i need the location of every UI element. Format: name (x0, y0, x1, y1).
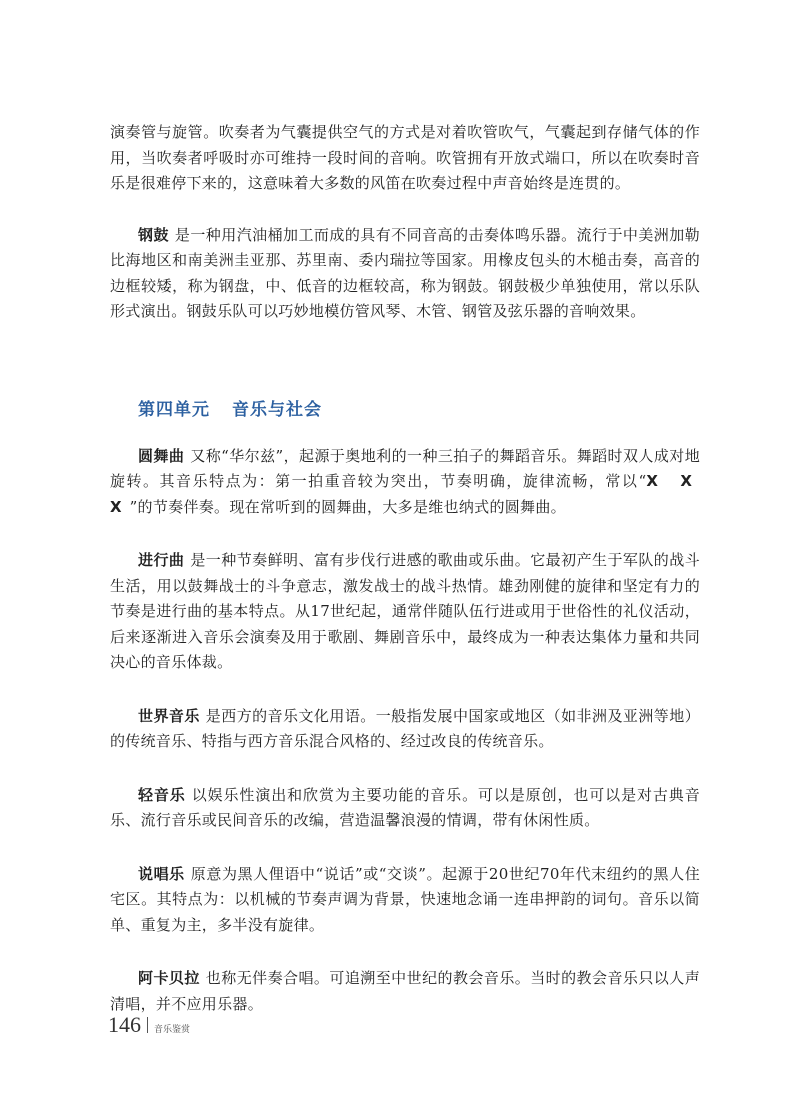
entry-term: 轻音乐 (138, 785, 186, 804)
page-footer (108, 1012, 190, 1038)
entry-term: 钢鼓 (138, 225, 169, 244)
entry-term: 进行曲 (138, 551, 185, 569)
entry-text: 原意为黑人俚语中“说话”或“交谈”。起源于20世纪70年代末纽约的黑人住宅区。其特点为：以机械的节奏声调为背景，快速地念诵一连串押韵的词句。音乐以简单、重复为主，多半没有旋律。 (110, 864, 700, 934)
entry-text: 是一种用汽油桶加工而成的具有不同音高的击奏体鸣乐器。流行于中美洲加勒比海地区和南美洲圭亚那、苏里南、委内瑞拉等国家。用橡皮包头的木槌击奏，高音的边框较矮，称为钢盘，中、低音的边框较高，称为钢鼓。钢鼓极少单独使用，常以乐队形式演出。钢鼓乐队可以巧妙地模仿管风琴、木管、钢管及弦乐器的音响效果。 (110, 225, 700, 320)
rhythm-pattern: X X X (110, 472, 700, 516)
entry-text: 是西方的音乐文化用语。一般指发展中国家或地区（如非洲及亚洲等地）的传统音乐、特指与西方音乐混合风格的、经过改良的传统音乐。 (110, 706, 700, 750)
page-number: 146 (108, 1012, 141, 1037)
entry-light-music (110, 783, 700, 834)
entry-steel-drum (110, 223, 700, 325)
entry-text: 是一种节奏鲜明、富有步伐行进感的歌曲或乐曲。它最初产生于军队的战斗生活，用以鼓舞战士的斗争意志，激发战士的战斗热情。雄劲刚健的旋律和坚定有力的节奏是进行曲的基本特点。从17世纪起，通常伴随队伍行进或用于世俗性的礼仪活动，后来逐渐进入音乐会演奏及用于歌剧、舞剧音乐中，最终成为一种表达集体力量和共同决心的音乐体裁。 (110, 551, 701, 671)
entry-text-before: 又称“华尔兹”，起源于奥地利的一种三拍子的舞蹈音乐。舞蹈时双人成对地旋转。其音乐特点为：第一拍重音较为突出，节奏明确，旋律流畅，常以“ (110, 446, 700, 490)
entry-waltz (110, 444, 700, 521)
entry-text-after: ”的节奏伴奏。现在常听到的圆舞曲，大多是维也纳式的圆舞曲。 (129, 497, 566, 516)
footer-divider (147, 1017, 148, 1033)
entry-a-cappella (110, 966, 700, 1017)
entry-rap (110, 862, 700, 939)
entry-term: 说唱乐 (138, 864, 185, 883)
book-title: 音乐鉴赏 (154, 1025, 191, 1035)
entry-term: 世界音乐 (138, 706, 200, 725)
entry-term: 阿卡贝拉 (138, 969, 200, 987)
entry-march (110, 548, 700, 676)
intro-text: 演奏管与旋管。吹奏者为气囊提供空气的方式是对着吹管吹气，气囊起到存储气体的作用，当吹奏者呼吸时亦可维持一段时间的音响。吹管拥有开放式端口，所以在吹奏时音乐是很难停下来的，这意味着大多数的风笛在吹奏过程中声音始终是连贯的。 (110, 123, 700, 192)
page-content (110, 120, 700, 1045)
section-title: 音乐与社会 (232, 399, 322, 420)
entry-text: 以娱乐性演出和欣赏为主要功能的音乐。可以是原创，也可以是对古典音乐、流行音乐或民间音乐的改编，营造温馨浪漫的情调，带有休闲性质。 (110, 785, 700, 829)
entry-term: 圆舞曲 (138, 446, 185, 465)
section-number: 第四单元 (138, 399, 210, 420)
intro-paragraph (110, 120, 700, 197)
entry-text: 也称无伴奏合唱。可追溯至中世纪的教会音乐。当时的教会音乐只以人声清唱，并不应用乐器。 (110, 969, 700, 1013)
section-heading (138, 395, 700, 420)
entry-world-music (110, 704, 700, 755)
